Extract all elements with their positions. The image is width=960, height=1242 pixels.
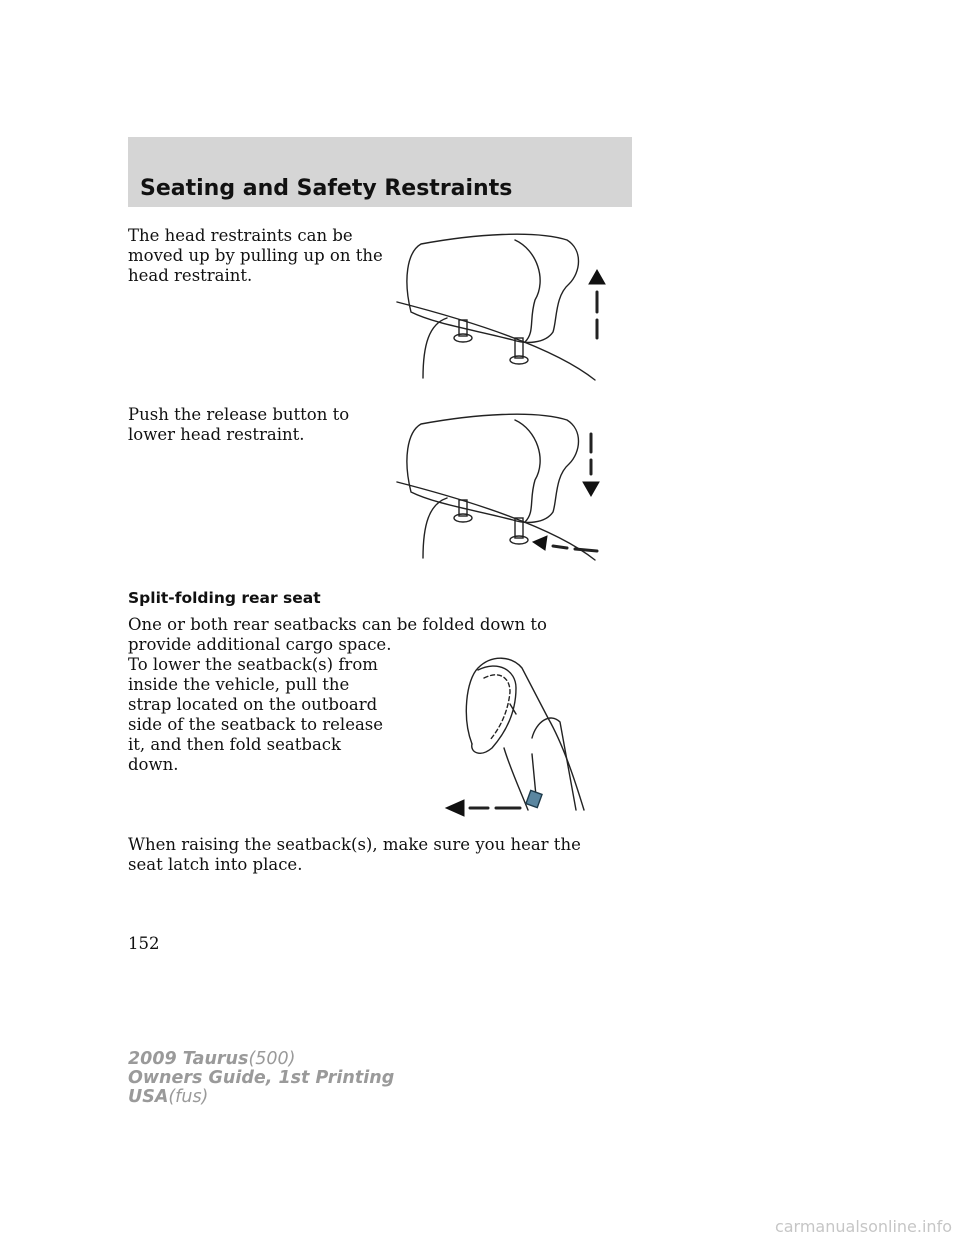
- footer-line-2: Owners Guide, 1st Printing: [128, 1068, 395, 1088]
- head-restraint-raise-illustration: [385, 220, 630, 385]
- head-restraint-raise-text: The head restraints can be moved up by pulling up on the head restraint.: [128, 226, 383, 285]
- section-title: Seating and Safety Restraints: [140, 176, 513, 201]
- raise-seatback-text: When raising the seatback(s), make sure you hear the seat latch into place.: [128, 835, 581, 874]
- split-folding-intro-text: One or both rear seatbacks can be folded down to provide additional cargo space.: [128, 615, 547, 654]
- lower-seatback-text: To lower the seatback(s) from inside the vehicle, pull the strap located on the outboard side of the seatback to release it, and then fold seatback down.: [128, 655, 384, 774]
- page-number: 152: [128, 934, 160, 953]
- head-restraint-lower-illustration: [385, 400, 630, 565]
- footer-line-1: 2009 Taurus(500): [128, 1049, 296, 1069]
- head-restraint-lower-text: Push the release button to lower head restraint.: [128, 405, 350, 444]
- footer-print-info: [128, 1050, 394, 1107]
- footer-line-3: USA(fus): [128, 1087, 209, 1107]
- watermark: carmanualsonline.info: [774, 1217, 952, 1236]
- split-folding-heading: Split-folding rear seat: [128, 589, 321, 607]
- seatback-fold-illustration: [440, 648, 600, 818]
